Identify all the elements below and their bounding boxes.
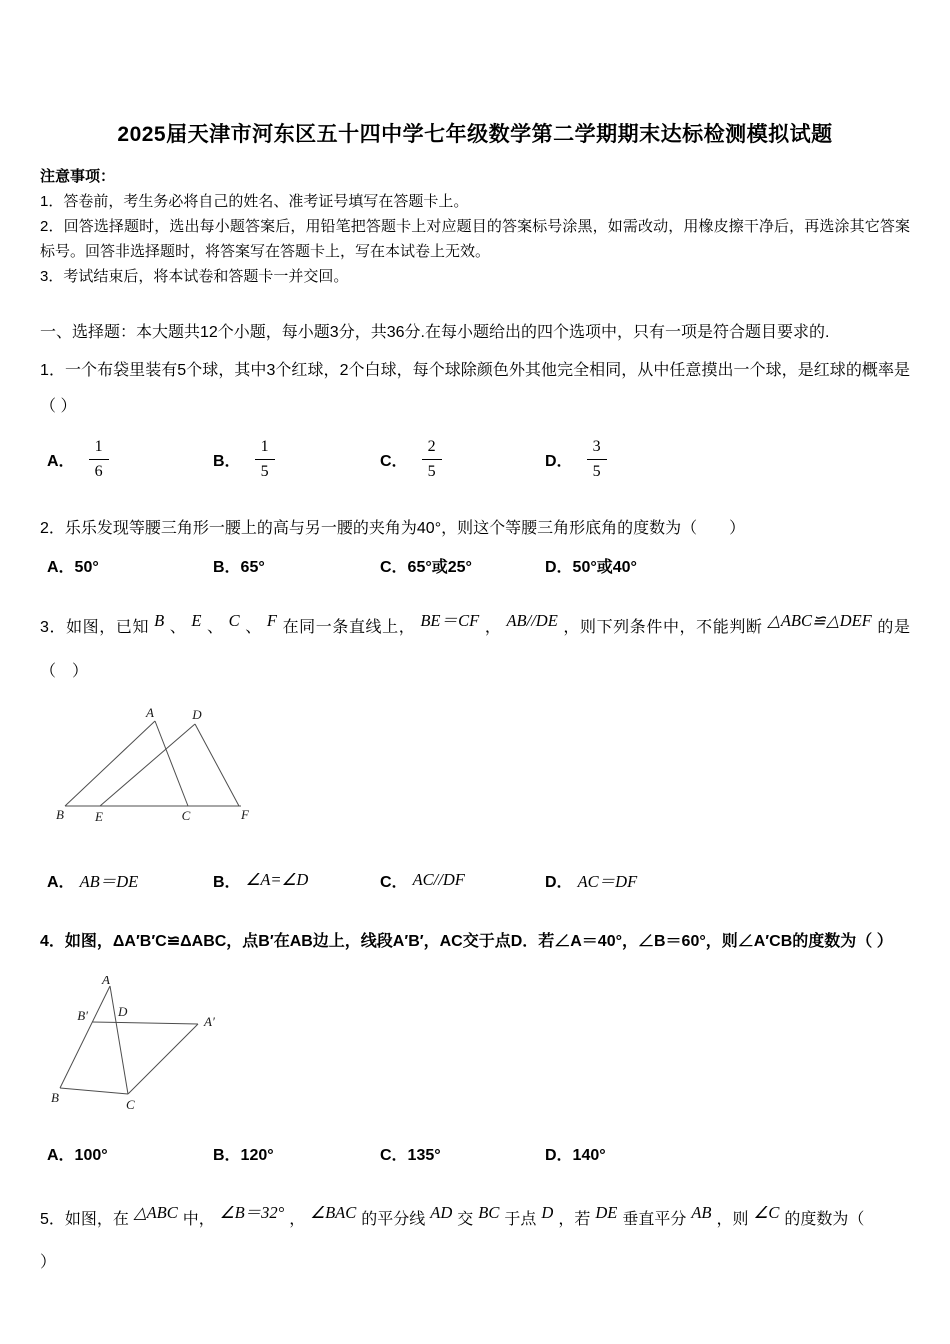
- option-a: [47, 437, 213, 482]
- q3-math-point-E: E: [191, 611, 202, 630]
- q5-math-angle-B: ∠B＝32°: [219, 1203, 285, 1222]
- option-c: [380, 437, 545, 482]
- option-c: C．65°或25°: [380, 559, 472, 576]
- option-b-label: B．: [213, 453, 241, 470]
- q5-close-paren: ）: [40, 1254, 57, 1271]
- q3-text-tail: 的是（ ）: [40, 619, 910, 680]
- q3-text-pre: 3．如图，已知: [40, 619, 150, 636]
- q5-math-D: D: [541, 1203, 554, 1222]
- q5-text-6: ，若: [558, 1211, 591, 1228]
- question-3: [40, 599, 910, 892]
- vertex-label-B-prime: B′: [77, 1008, 88, 1023]
- q5-math-angle-C: ∠C: [753, 1203, 780, 1222]
- question-2-options: [40, 554, 910, 577]
- vertex-label-C: C: [181, 808, 191, 823]
- vertex-label-B: B: [51, 1090, 59, 1105]
- question-3-options: [40, 868, 910, 892]
- option-b: B．65°: [213, 559, 265, 576]
- q3-math-point-B: B: [154, 611, 165, 630]
- question-3-stem: [40, 599, 910, 694]
- q3-text-mid1: 在同一条直线上，: [281, 619, 416, 636]
- q5-text-3: 的平分线: [361, 1211, 426, 1228]
- option-d-label: D．: [545, 873, 573, 891]
- q3-separator: 、: [244, 619, 262, 636]
- notice-block: [40, 164, 910, 289]
- q5-math-AD: AD: [430, 1203, 453, 1222]
- question-2-stem: 2．乐乐发现等腰三角形一腰上的高与另一腰的夹角为40°，则这个等腰三角形底角的度数为（ ）: [40, 520, 746, 537]
- option-a: A．100°: [47, 1147, 108, 1164]
- figure-q3-triangles: [55, 706, 270, 826]
- notice-item-3: 3．考试结束后，将本试卷和答题卡一并交回。: [40, 268, 349, 285]
- option-c-label: C．: [380, 453, 408, 470]
- option-c-math: AC//DF: [412, 870, 465, 889]
- question-4-options: [40, 1142, 910, 1165]
- q3-math-BE-CF: BE＝CF: [420, 611, 480, 630]
- q5-math-angle-BAC: ∠BAC: [310, 1203, 357, 1222]
- question-1: [40, 353, 910, 482]
- q5-text-8: ，则: [716, 1211, 749, 1228]
- question-1-options: [40, 437, 910, 482]
- option-b: B．120°: [213, 1147, 274, 1164]
- option-a-label: A．: [47, 453, 75, 470]
- fraction-numerator: 3: [587, 437, 607, 460]
- page-title: 2025届天津市河东区五十四中学七年级数学第二学期期末达标检测模拟试题: [117, 123, 833, 146]
- option-a: [47, 868, 213, 892]
- vertex-label-F: F: [241, 807, 249, 822]
- fraction-b: [255, 437, 275, 482]
- q5-text-4: 交: [457, 1211, 474, 1228]
- notice-item-1: 1．答卷前，考生务必将自己的姓名、准考证号填写在答题卡上。: [40, 193, 469, 210]
- fraction-c: [422, 437, 442, 482]
- vertex-label-A: A: [102, 976, 110, 987]
- option-b-math: ∠A=∠D: [245, 870, 309, 889]
- vertex-label-D: D: [192, 707, 202, 722]
- q5-math-AB: AB: [691, 1203, 712, 1222]
- notice-header: 注意事项：: [40, 168, 116, 185]
- vertex-label-A-prime: A′: [204, 1014, 215, 1029]
- question-1-stem: 1．一个布袋里装有5个球，其中3个红球，2个白球，每个球除颜色外其他完全相同，从中任意摸出一个球，是红球的概率是（ ）: [40, 362, 910, 415]
- fraction-denominator: 5: [260, 463, 269, 480]
- option-d-label: D．: [545, 453, 573, 470]
- fraction-a: [89, 437, 109, 482]
- q5-text-5: 于点: [504, 1211, 537, 1228]
- question-5-stem: [40, 1191, 910, 1242]
- question-4: [40, 922, 910, 1165]
- q3-math-congruent: △ABC≌△DEF: [767, 611, 872, 630]
- fraction-numerator: 1: [89, 437, 109, 460]
- q5-text-9: 的度数为（: [784, 1211, 865, 1228]
- option-a-math: AB＝DE: [79, 872, 139, 891]
- option-b: [213, 437, 380, 482]
- q5-math-DE: DE: [595, 1203, 618, 1222]
- option-d: D．140°: [545, 1147, 606, 1164]
- question-5: [40, 1191, 910, 1278]
- option-d: D．50°或40°: [545, 559, 637, 576]
- fraction-denominator: 6: [94, 463, 103, 480]
- q5-text-pre: 5．如图，在: [40, 1211, 129, 1228]
- figure-q4-triangles: [48, 976, 238, 1116]
- option-a-label: A．: [47, 873, 75, 891]
- q5-text-7: 垂直平分: [622, 1211, 687, 1228]
- vertex-label-A: A: [146, 706, 154, 720]
- q3-separator: 、: [206, 619, 224, 636]
- vertex-label-B: B: [56, 807, 64, 822]
- q3-math-point-F: F: [266, 611, 277, 630]
- q3-math-point-C: C: [228, 611, 240, 630]
- notice-item-2: 2．回答选择题时，选出每小题答案后，用铅笔把答题卡上对应题目的答案标号涂黑，如需改动，用橡皮擦干净后，再选涂其它答案标号。回答非选择题时，将答案写在答题卡上，写在本试卷上无效。: [40, 218, 910, 260]
- option-c: [380, 869, 545, 892]
- question-2: [40, 516, 910, 577]
- vertex-label-E: E: [95, 809, 103, 824]
- option-a: A．50°: [47, 559, 99, 576]
- option-b: [213, 869, 380, 892]
- vertex-label-C: C: [126, 1097, 135, 1112]
- option-d: [545, 437, 910, 482]
- q5-text-1: 中，: [182, 1211, 215, 1228]
- q3-text-mid2: ，则下列条件中，不能判断: [562, 619, 763, 636]
- q3-comma: ，: [484, 619, 502, 636]
- vertex-label-D: D: [118, 1004, 128, 1019]
- q5-math-BC: BC: [478, 1203, 500, 1222]
- fraction-numerator: 1: [255, 437, 275, 460]
- fraction-denominator: 5: [592, 463, 601, 480]
- fraction-denominator: 5: [427, 463, 436, 480]
- q3-math-AB-DE: AB//DE: [506, 611, 558, 630]
- option-d: [545, 868, 910, 892]
- option-d-math: AC＝DF: [577, 872, 638, 891]
- fraction-d: [587, 437, 607, 482]
- question-4-stem: 4．如图，ΔA′B′C≌ΔABC，点B′在AB边上，线段A′B′，AC交于点D．若∠A＝40°，∠B＝60°，则∠A′CB的度数为（ ）: [40, 933, 893, 950]
- section-1-header: 一、选择题：本大题共12个小题，每小题3分，共36分.在每小题给出的四个选项中，只有一项是符合题目要求的.: [40, 324, 830, 341]
- option-c: C．135°: [380, 1147, 441, 1164]
- option-b-label: B．: [213, 873, 241, 891]
- option-c-label: C．: [380, 873, 408, 891]
- fraction-numerator: 2: [422, 437, 442, 460]
- q5-math-triangle-ABC: △ABC: [133, 1203, 178, 1222]
- q3-separator: 、: [169, 619, 187, 636]
- q5-text-2: ，: [289, 1211, 306, 1228]
